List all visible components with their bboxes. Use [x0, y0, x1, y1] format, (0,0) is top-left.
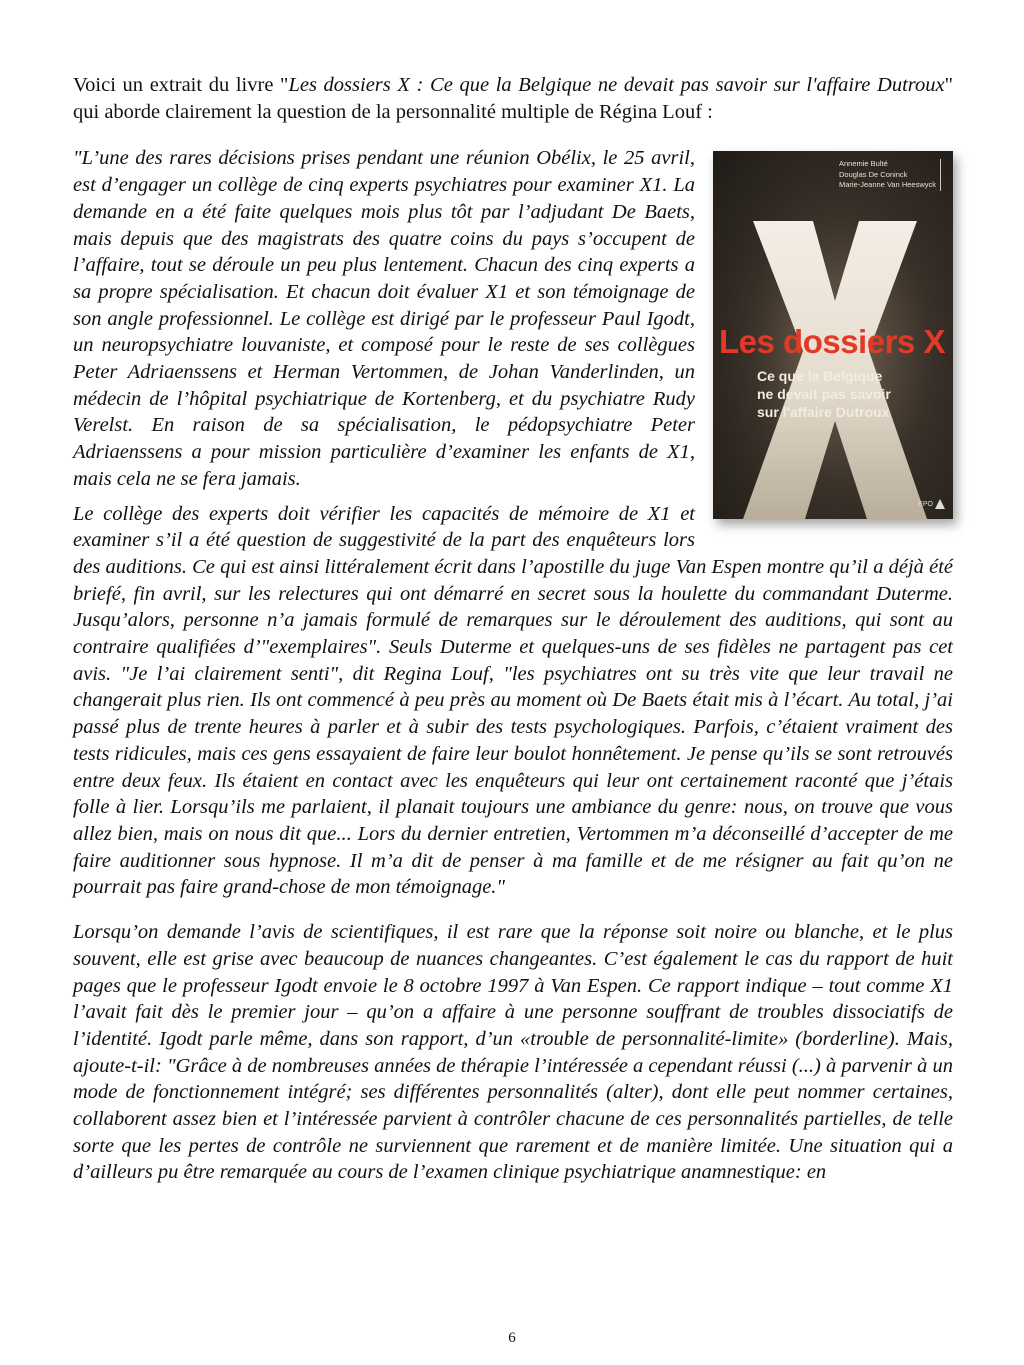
- cover-subtitle: [757, 367, 947, 421]
- cover-author: Annemie Bulté: [839, 159, 888, 169]
- publisher-logo: [918, 499, 945, 509]
- book-cover-image: [713, 151, 953, 519]
- cover-subtitle-line: Ce que la Belgique: [757, 368, 883, 385]
- cover-subtitle-line: sur l'affaire Dutroux: [757, 404, 890, 421]
- cover-subtitle-line: ne devait pas savoir: [757, 386, 891, 403]
- intro-text-after: " qui aborde clairement la question de la personnalité multiple de Régina Louf :: [73, 74, 953, 123]
- cover-author: Marie-Jeanne Van Heeswyck: [839, 180, 936, 190]
- quote-paragraph-2: Le collège des experts doit vérifier les capacités de mémoire de X1 et examiner s’il a été question de suggestivité de la part des enquêteurs lors des auditions. Ce qui est ainsi littéralement écrit dans l’apostille du juge Van Espen montre qu’il a déjà été briefé, fin avril, sur les relectures qui ont démarré en secret sous la houlette du commandant Duterme. Jusqu’alors, personne n’a jamais formulé de remarques sur le déroulement des auditions, qui sont au contraire qualifiées d’"exemplaires". Seuls Duterme et quelques-uns de ses fidèles ne partagent pas cet avis. "Je l’ai clairement senti", dit Regina Louf, "les psychiatres ont su très vite que leur travail ne changerait plus rien. Ils ont commencé à peu près au moment où De Baets était mis à l’écart. Au total, j’ai passé plus de trente heures à parler et à subir des tests psychologiques. Parfois, c’étaient vraiment des tests ridicules, mais ces gens essayaient de faire leur boulot honnêtement. Je pense qu’ils se sont retrouvés entre deux feux. Ils étaient en contact avec les enquêteurs qui leur ont certainement raconté que j’étais folle à lier. Lorsqu’ils me parlaient, il planait toujours une ambiance du genre: nous, on trouve que vous allez bien, mais on nous dit que... Lors du dernier entretien, Vertommen m’a déconseillé d’accepter de me faire auditionner sous hypnose. Il m’a dit de penser à ma famille et de me résigner au fait qu’on ne pourrait pas faire grand-chose de mon témoignage.": [73, 502, 953, 899]
- cover-authors: [839, 159, 941, 191]
- publisher-name: EPO: [918, 500, 933, 508]
- book-title-reference: Les dossiers X : Ce que la Belgique ne devait pas savoir sur l'affaire Dutroux: [288, 74, 945, 96]
- cover-title: Les dossiers X: [719, 323, 945, 361]
- intro-paragraph: [73, 72, 953, 125]
- cover-author: Douglas De Coninck: [839, 169, 908, 179]
- quote-paragraph-3: Lorsqu’on demande l’avis de scientifiques, il est rare que la réponse soit noire ou blanche, et le plus souvent, elle est grise avec beaucoup de nuances changeantes. C’est également le cas du rapport de huit pages que le professeur Igodt envoie le 8 octobre 1997 à Van Espen. Ce rapport indique – tout comme X1 l’avait fait dès le premier jour – qu’on a affaire à une personne souffrant de troubles dissociatifs de l’identité. Igodt parle même, dans son rapport, d’un «trouble de personnalité-limite» (borderline). Mais, ajoute-t-il: "Grâce à de nombreuses années de thérapie l’intéressée a cependant réussi (...) à parvenir à un mode de fonctionnement intégré; ses différentes personnalités (alter), dont elle peut nommer certaines, collaborent assez bien et l’intéressée parvient à contrôler chacune de ces personnalités partielles, de telle sorte que les pertes de contrôle ne surviennent que rarement et de manière limitée. Une situation qui a d’ailleurs pu être remarquée au cours de l’examen clinique psychiatrique anamnestique: en: [73, 921, 953, 1184]
- intro-text-before: Voici un extrait du livre ": [73, 74, 289, 96]
- page-content: [73, 72, 953, 1186]
- quote-paragraph-1: "L’une des rares décisions prises pendant une réunion Obélix, le 25 avril, est d’engager un collège de cinq experts psychiatres pour examiner X1. La demande en a été faite quelques mois plus tôt par l’adjudant De Baets, mais depuis que des magistrats des quatre coins du pays s’occupent de l’affaire, tout se déroule un peu plus lentement. Chacun des cinq experts a sa propre spécialisation. Et chacun doit évaluer X1 et son témoignage de son angle professionnel. Le collège est dirigé par le professeur Paul Igodt, un neuropsychiatre louvaniste, et composé pour le reste de ses collègues Peter Adriaenssens et Herman Vertommen, de Johan Vanderlinden, un médecin de l’hôpital psychiatrique de Kortenberg, et du psychiatre Rudy Verelst. En raison de sa spécialisation, le pédopsychiatre Peter Adriaenssens a pour mission particulière d’examiner les enfants de X1, mais cela ne se fera jamais.: [73, 147, 695, 490]
- publisher-triangle-icon: [935, 499, 945, 509]
- page-number: 6: [508, 1330, 516, 1346]
